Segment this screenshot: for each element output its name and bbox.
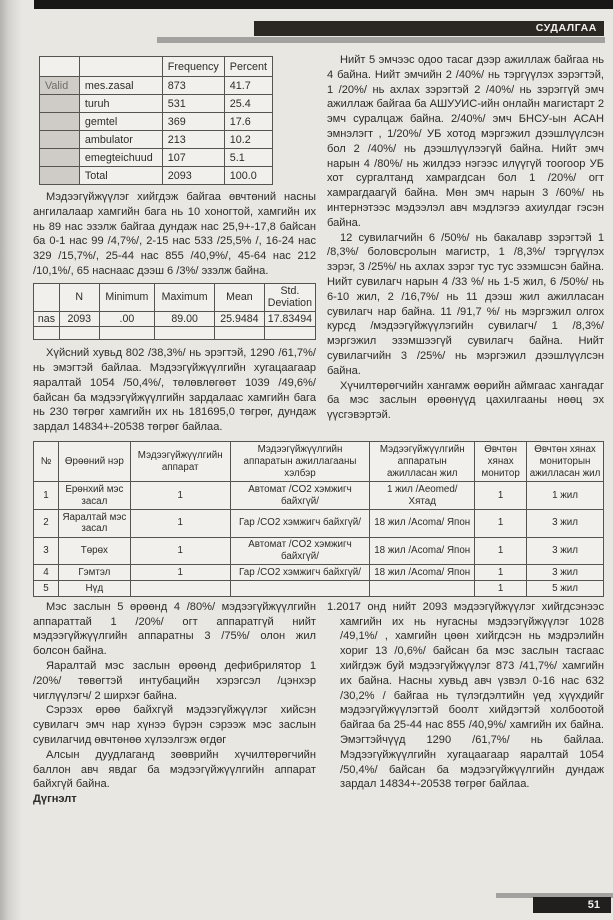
cell: 1 — [130, 510, 230, 538]
table-row — [40, 167, 273, 185]
cell: 5 жил — [527, 581, 604, 597]
cell: Гар /CO2 хэмжигч байхгүй/ — [230, 510, 370, 538]
cell: 1 — [475, 537, 527, 565]
freq-value: 369 — [162, 113, 224, 131]
bottom-left-paragraph-2: Яаралтай мэс заслын өрөөнд дефибрилятор 1 /20%/ төвөгтэй интубацийн хэрэгсэл /цэнхэр чиглүүлэгч/ 2 ширхэг байна. — [33, 660, 316, 702]
cell: Төрөх — [58, 537, 130, 565]
col-header-monitor-years: Өвчтөн хянах мониторын ажилласан жил — [527, 442, 604, 482]
right-paragraph-3: Хүчилтөрөгчийн хангамж өөрийн аймгаас хангадаг ба мэс заслын өрөөнүүд цахилгааны нөөц эх үүсгэвэртэй. — [327, 379, 604, 422]
cell: 1 жил — [527, 482, 604, 510]
percent-value: 100.0 — [224, 167, 272, 185]
cell: Автомат /CO2 хэмжигч байхгүй/ — [230, 482, 370, 510]
left-paragraph-1: Мэдээгүйжүүлэг хийгдэж байгаа өвчтөний насны ангилалаар хамгийн бага нь 10 хоногтой, хамгийн их нь 89 нас эзэлж байгаа дундаж нас 25,9+-17,8 байсан ба 0-1 нас 99 /4,7%/, 2-15 нас 533 /25,5% /, 16-24 нас 329 /15,7%/, 25-44 нас 855 /40,9%/, 45-64 нас 212 /10,1%/, 65 наснаас дээш 6 /3%/ эзэлж байна. — [33, 191, 316, 277]
top-black-strip — [34, 0, 613, 9]
section-label: СУДАЛГАА — [535, 22, 597, 34]
page-content — [33, 53, 604, 807]
percent-value: 25.4 — [224, 95, 272, 113]
cell: 1 жил /Aeomed/ Хятад — [370, 482, 475, 510]
cell: Гэмтэл — [58, 565, 130, 581]
table-row — [34, 565, 604, 581]
freq-group-label: Valid — [40, 77, 80, 95]
cell: 18 жил /Acoma/ Япон — [370, 537, 475, 565]
col-header-number: № — [34, 442, 59, 482]
table-row — [34, 311, 316, 327]
cell: Нүд — [58, 581, 130, 597]
percent-value: 10.2 — [224, 131, 272, 149]
freq-row-label: emegteichuud — [79, 149, 162, 167]
freq-row-label: turuh — [79, 95, 162, 113]
cell: 3 жил — [527, 537, 604, 565]
freq-group-cell — [40, 167, 80, 185]
conclusion-item-1: 1.2017 онд нийт 2093 мэдээгүйжүүлэг хийгдсэнээс хамгийн их нь нугасны мэдээгүйжүүлэг 1028 /49,1%/ , хамгийн цөөн хийгдсэн нь мэдрэлийн хориг 13 /0,6%/ байсан ба мэс заслын тасгаас хийгдэж буй мэдээгүйжүүлэг 873 /41,7%/ хамгийн их байна. Насны хувьд авч үзвэл 0-16 нас 632 /30,2% / байгаа нь түлэгдэлтийн үед хүүхдийг мэдээгүйжүүлэгтэй боолт хийдэгтэй холбоотой байгаа ба 25-44 нас 855 /40,9%/ хамгийн их байна. Эмэгтэйчүүд 1290 /61,7%/ нь байлаа. Мэдээгүйжүүлгийн хугацаагаар яаралтай 1054 /50,4%/ байсан ба мэдээгүйжүүлгийн дундаж зардал 14834+-20538 төгрөг байлаа. — [327, 600, 604, 791]
percent-value: 5.1 — [224, 149, 272, 167]
cell: 18 жил /Acoma/ Япон — [370, 565, 475, 581]
stats-header-min: Minimum — [99, 283, 155, 311]
freq-row-label: ambulator — [79, 131, 162, 149]
cell: Ерөнхий мэс засал — [58, 482, 130, 510]
stats-value: 89.00 — [155, 311, 215, 327]
table-row — [40, 149, 273, 167]
freq-group-cell — [40, 149, 80, 167]
table-row — [40, 131, 273, 149]
table-row — [34, 537, 604, 565]
stats-header-mean: Mean — [214, 283, 264, 311]
stats-value: 17.83494 — [264, 311, 315, 327]
percent-value: 17.6 — [224, 113, 272, 131]
stats-empty-cell — [155, 327, 215, 340]
stats-empty-cell — [99, 327, 155, 340]
cell: 3 жил — [527, 510, 604, 538]
bottom-left-paragraph-1: Мэс заслын 5 өрөөнд 4 /80%/ мэдээгүйжүүлгийн аппараттай 1 /20%/ огт аппаратгүй нийт мэдээгүйжүүлгийн аппаратны 3 /75%/ олон жил болсон байна. — [33, 600, 316, 658]
bottom-right-column — [327, 600, 604, 807]
table-row — [40, 113, 273, 131]
cell — [370, 581, 475, 597]
stats-corner-cell — [34, 283, 60, 311]
freq-row-label: Total — [79, 167, 162, 185]
freq-row-label: mes.zasal — [79, 77, 162, 95]
bottom-left-column — [33, 600, 316, 807]
cell: 5 — [34, 581, 59, 597]
cell — [230, 581, 370, 597]
col-header-monitor: Өвчтөн хянах монитор — [475, 442, 527, 482]
left-paragraph-2: Хүйсний хувьд 802 /38,3%/ нь эрэгтэй, 1290 /61,7%/ нь эмэгтэй байлаа. Мэдээгүйжүүлгийн хугацаагаар яаралтай 1054 /50,4%/, төлөвлөгөөт 1039 /49,6%/ байсан ба мэдээгүйжүүлгийн зардалаас хамгийн бага нь 230 төгрөг хамгийн их нь 181695,0 төгрөг, дундаж зардал 14834+-20538 төгрөг байлаа. — [33, 347, 316, 434]
cell: Автомат /CO2 хэмжигч байхгүй/ — [230, 537, 370, 565]
freq-group-cell — [40, 113, 80, 131]
freq-value: 213 — [162, 131, 224, 149]
cell: 2 — [34, 510, 59, 538]
stats-value: 25.9484 — [214, 311, 264, 327]
stats-header-max: Maximum — [155, 283, 215, 311]
stats-header-std: Std. Deviation — [264, 283, 315, 311]
bottom-left-paragraph-4: Алсын дуудлаганд зөөврийн хүчилтөрөгчийн баллон авч явдаг ба мэдээгүйжүүлгийн аппарат байхгүй байна. — [33, 748, 316, 791]
cell: 1 — [130, 565, 230, 581]
table-row — [34, 482, 604, 510]
freq-group-cell — [40, 95, 80, 113]
right-paragraph-2: 12 сувилагчийн 6 /50%/ нь бакалавр зэрэгтэй 1 /8,3%/ боловсролын магистр, 1 /8,3%/ тэргүүлэх зэрэг, 3 /25%/ нь ахлах зэрэг тус тус эзэмшсэн байна. Нийт сувилагч нарын 4 /33 %/ нь 1-5 жил, 6 /50%/ нь 6-10 жил, 2 /16,7%/ нь 11 дээш жил ажилласан сувилагч нар байна. 11 /91,7 %/ нь мэргэжил олгох курсд /мэдээгүйжүүлэгийн сувилагч/ 1 /8,3%/ мэргэжил эзэмшээгүй сувилагч байна. Нийт сувилагчийн 3 /25%/ нь мэргэжил дээшлүүлсэн байна. — [327, 231, 604, 377]
stats-value: 2093 — [59, 311, 99, 327]
table-row — [34, 581, 604, 597]
freq-corner-cell — [40, 57, 80, 77]
cell: 1 — [34, 482, 59, 510]
left-column — [33, 53, 316, 435]
cell: 3 жил — [527, 565, 604, 581]
bottom-columns — [33, 600, 604, 807]
section-header-bar — [254, 21, 604, 36]
freq-header-percent: Percent — [224, 57, 272, 77]
cell: 18 жил /Acoma/ Япон — [370, 510, 475, 538]
equipment-table — [33, 441, 604, 597]
right-paragraph-1: Нийт 5 эмчээс одоо тасаг дээр ажиллаж байгаа нь 4 байна. Нийт эмчийн 2 /40%/ нь тэргүүлэх зэрэгтэй, 1 /20%/ нь ахлах зэрэгтэй 2 /40%/ нь зэрэггүй эмч ажиллаж байгаа ба АШУУИС-ийн онлайн магистарт 2 эмч суралцаж байна. 2/40%/ эмч БНСУ-ын АСАН эмнэлэгт , 1/20%/ УБ хотод мэргэжил дээшлүүлсэн бол 2 /40%/ нь дээшлүүлээгүй байна. Нийт эмч нарын 4 /80%/ нь жилдээ нэгээс илүүгүй тоогоор УБ хот сургалтанд хамрагдсан бол 1 /20%/ огт хамрагдаагүй байна. Мөн эмч нарын 3 /60%/ нь интернэтээс мэдээлэл авч мэдлэгээ ахиулдаг гэсэн байна. — [327, 54, 604, 229]
cell: 1 — [130, 482, 230, 510]
freq-value: 531 — [162, 95, 224, 113]
stats-empty-cell — [59, 327, 99, 340]
header-underline-bar — [157, 37, 605, 43]
freq-group-cell — [40, 131, 80, 149]
freq-value: 107 — [162, 149, 224, 167]
frequency-table — [39, 56, 273, 185]
cell: 3 — [34, 537, 59, 565]
stats-empty-cell — [264, 327, 315, 340]
bottom-left-paragraph-3: Сэрээх өрөө байхгүй мэдээгүйжүүлэг хийсэн сувилагч эмч нар хүнээ бүрэн сэрээж мэс заслын сувилагчид өвчтөнөө хүлээлгэж өгдөг — [33, 704, 316, 746]
cell: Яаралтай мэс засал — [58, 510, 130, 538]
descriptives-table — [33, 283, 316, 341]
table-row — [34, 510, 604, 538]
stats-header-n: N — [59, 283, 99, 311]
freq-header-frequency: Frequency — [162, 57, 224, 77]
cell: 1 — [475, 581, 527, 597]
col-header-years: Мэдээгүйжүүлгийн аппаратын ажилласан жил — [370, 442, 475, 482]
equipment-header-row — [34, 442, 604, 482]
conclusion-heading: Дүгнэлт — [33, 793, 77, 806]
cell: 1 — [130, 537, 230, 565]
percent-value: 41.7 — [224, 77, 272, 95]
cell: 1 — [475, 482, 527, 510]
cell: Гар /CO2 хэмжигч байхгүй/ — [230, 565, 370, 581]
page-number: 51 — [587, 899, 600, 911]
scan-edge-shadow — [0, 0, 22, 920]
col-header-room: Өрөөний нэр — [58, 442, 130, 482]
freq-value: 873 — [162, 77, 224, 95]
table-row — [34, 283, 316, 311]
col-header-apparatus: Мэдээгүйжүүлгийн аппарат — [130, 442, 230, 482]
page-number-badge — [533, 897, 611, 913]
cell: 1 — [475, 510, 527, 538]
cell — [130, 581, 230, 597]
table-row — [40, 77, 273, 95]
stats-row-label: nas — [34, 311, 60, 327]
stats-value: .00 — [99, 311, 155, 327]
right-column — [327, 53, 604, 435]
col-header-mode: Мэдээгүйжүүлгийн аппаратын ажиллагааны хэлбэр — [230, 442, 370, 482]
freq-value: 2093 — [162, 167, 224, 185]
cell: 4 — [34, 565, 59, 581]
stats-empty-cell — [214, 327, 264, 340]
cell: 1 — [475, 565, 527, 581]
table-row — [34, 327, 316, 340]
freq-row-label: gemtel — [79, 113, 162, 131]
top-columns — [33, 53, 604, 435]
table-row — [40, 95, 273, 113]
freq-corner-cell — [79, 57, 162, 77]
stats-empty-cell — [34, 327, 60, 340]
